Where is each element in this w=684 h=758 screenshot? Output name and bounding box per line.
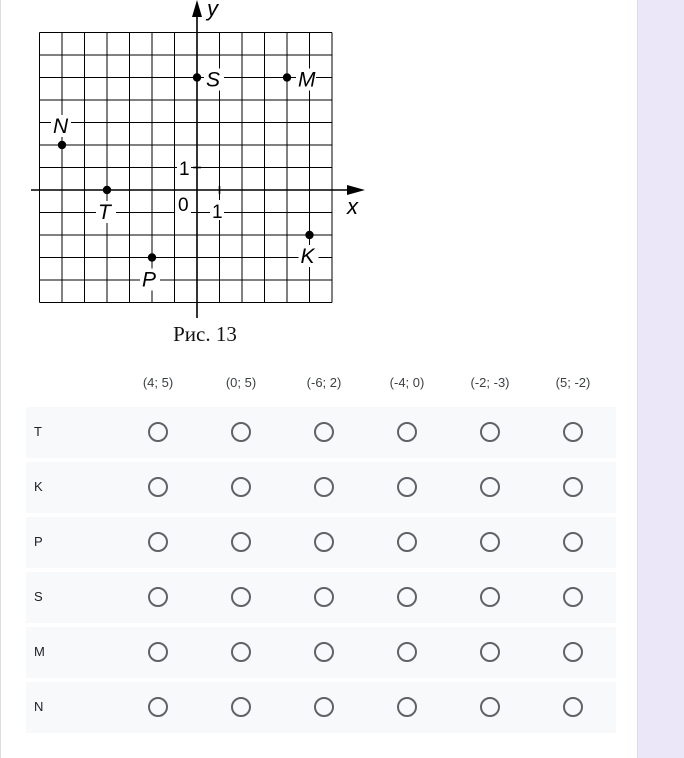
radio-button[interactable] xyxy=(314,422,334,442)
radio-button[interactable] xyxy=(397,532,417,552)
row-label: S xyxy=(34,589,43,604)
point-t-label: T xyxy=(98,201,111,224)
radio-button[interactable] xyxy=(148,477,168,497)
point-m-label: M xyxy=(298,68,316,92)
point-p-marker xyxy=(148,253,156,261)
column-headers xyxy=(26,365,616,407)
figure-caption: Рис. 13 xyxy=(173,322,237,346)
row-label: M xyxy=(34,644,45,659)
y-axis-label: y xyxy=(207,0,218,21)
grid-rows xyxy=(26,407,616,733)
row-label: K xyxy=(34,479,43,494)
radio-button[interactable] xyxy=(231,532,251,552)
point-n-marker xyxy=(58,141,66,149)
radio-button[interactable] xyxy=(480,642,500,662)
radio-button[interactable] xyxy=(231,422,251,442)
point-n-label: N xyxy=(53,115,69,138)
radio-button[interactable] xyxy=(563,532,583,552)
point-k-label: K xyxy=(300,245,315,268)
origin-label: 0 xyxy=(178,195,189,216)
radio-button[interactable] xyxy=(480,477,500,497)
grid-row xyxy=(26,517,616,568)
radio-button[interactable] xyxy=(314,477,334,497)
column-header: (4; 5) xyxy=(142,375,174,390)
column-header: (-4; 0) xyxy=(389,375,425,390)
grid-row xyxy=(26,407,616,458)
radio-button[interactable] xyxy=(314,532,334,552)
point-k-marker xyxy=(305,231,313,239)
radio-button[interactable] xyxy=(231,477,251,497)
radio-button[interactable] xyxy=(480,697,500,717)
radio-button[interactable] xyxy=(314,697,334,717)
radio-button[interactable] xyxy=(397,697,417,717)
point-s-marker xyxy=(193,73,201,81)
radio-button[interactable] xyxy=(148,587,168,607)
radio-button[interactable] xyxy=(480,422,500,442)
row-label: T xyxy=(34,424,42,439)
grid-row xyxy=(26,627,616,678)
point-m-marker xyxy=(283,73,291,81)
radio-button[interactable] xyxy=(148,532,168,552)
radio-button[interactable] xyxy=(314,587,334,607)
radio-button[interactable] xyxy=(148,642,168,662)
x-axis-label: x xyxy=(347,194,358,219)
coordinate-plane xyxy=(1,0,381,330)
radio-button[interactable] xyxy=(314,642,334,662)
radio-button[interactable] xyxy=(231,697,251,717)
point-s-label: S xyxy=(206,68,221,92)
radio-button[interactable] xyxy=(563,477,583,497)
radio-button[interactable] xyxy=(480,532,500,552)
radio-button[interactable] xyxy=(563,422,583,442)
radio-button[interactable] xyxy=(231,642,251,662)
radio-button[interactable] xyxy=(148,697,168,717)
coordinate-figure xyxy=(1,0,381,360)
y-axis-arrow xyxy=(192,0,202,17)
radio-button[interactable] xyxy=(563,697,583,717)
grid-row xyxy=(26,572,616,623)
row-label: N xyxy=(34,699,44,714)
grid-row xyxy=(26,682,616,733)
radio-button[interactable] xyxy=(397,587,417,607)
y-unit-label: 1 xyxy=(179,159,190,180)
radio-button[interactable] xyxy=(397,477,417,497)
choice-grid xyxy=(26,365,616,737)
radio-button[interactable] xyxy=(563,642,583,662)
radio-button[interactable] xyxy=(397,642,417,662)
column-header: (-2; -3) xyxy=(470,375,510,390)
column-header: (0; 5) xyxy=(225,375,257,390)
radio-button[interactable] xyxy=(397,422,417,442)
column-header: (-6; 2) xyxy=(306,375,342,390)
x-unit-label: 1 xyxy=(212,202,223,223)
radio-button[interactable] xyxy=(563,587,583,607)
point-p-label: P xyxy=(142,268,157,292)
row-label: P xyxy=(34,534,43,549)
column-header: (5; -2) xyxy=(555,375,591,390)
radio-button[interactable] xyxy=(231,587,251,607)
radio-button[interactable] xyxy=(480,587,500,607)
grid-row xyxy=(26,462,616,513)
point-t-marker xyxy=(103,186,111,194)
radio-button[interactable] xyxy=(148,422,168,442)
